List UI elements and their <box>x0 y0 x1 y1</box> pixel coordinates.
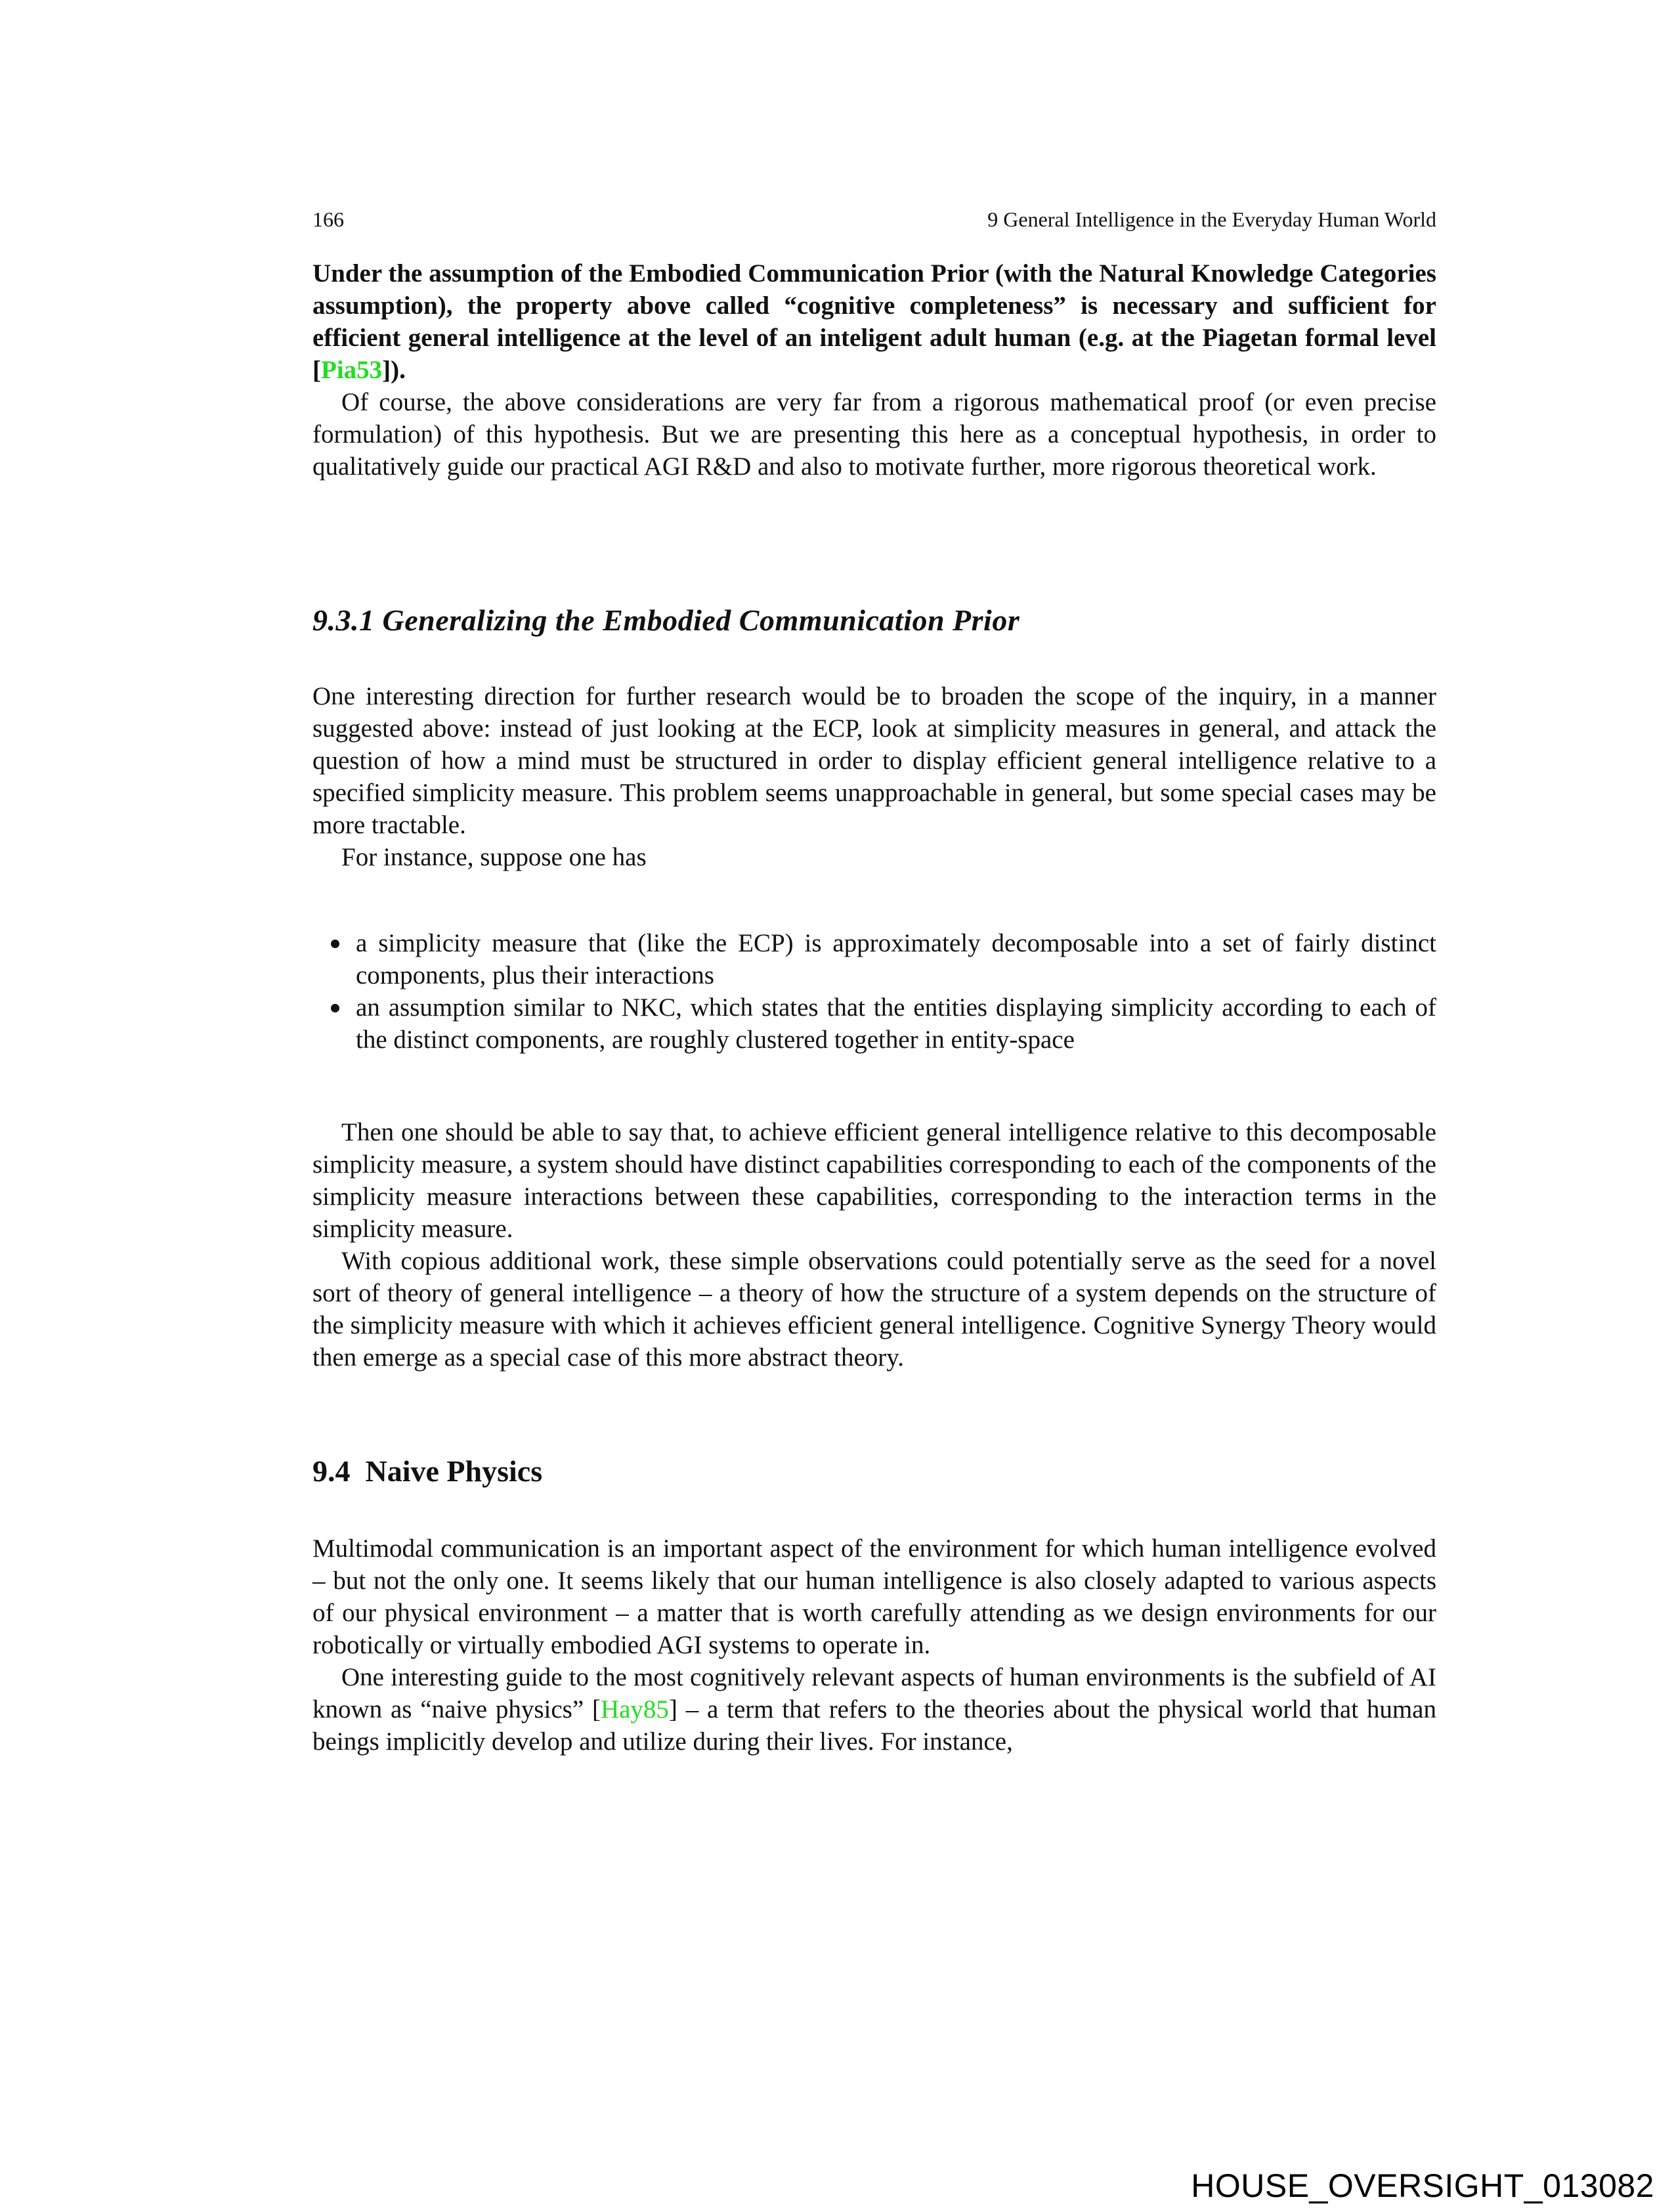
theorem-block <box>312 257 1436 483</box>
page-number: 166 <box>312 207 344 231</box>
list-item-text: a simplicity measure that (like the ECP) is approximately decomposable into a set of fairly distinct components, plus their interactions <box>356 929 1436 989</box>
paragraph: Multimodal communication is an important aspect of the environment for which human intelligence evolved – but not the only one. It seems likely that our human intelligence is also closely adapted to various aspects of our physical environment – a matter that is worth carefully attending as we design environments for our robotically or virtually embodied AGI systems to operate in. <box>312 1534 1436 1659</box>
theorem-text-end: ]). <box>382 356 406 384</box>
paragraph-text: One interesting guide to the most cognitively relevant aspects of human environments is the subfield of AI known as “naive physics” [ <box>312 1663 1436 1724</box>
list-item-text: an assumption similar to NKC, which states that the entities displaying simplicity according to each of the distinct components, are roughly clustered together in entity-space <box>356 993 1436 1054</box>
paragraph: For instance, suppose one has <box>341 843 647 871</box>
bullet-icon <box>331 1004 339 1012</box>
list-item <box>312 927 1436 991</box>
paragraph: Of course, the above considerations are very far from a rigorous mathematical proof (or even precise formulation) of this hypothesis. But we are presenting this here as a conceptual hypothesis, in order to qualitatively guide our practical AGI R&D and also to motivate further, more rigorous theoretical work. <box>312 388 1436 481</box>
paragraph-text-end: ] – a term that refers to the theories about the physical world that human beings implicitly develop and utilize during their lives. For instance, <box>312 1695 1436 1756</box>
theorem-text: Under the assumption of the Embodied Communication Prior (with the Natural Knowledge Categories assumption), the property above called “cognitive completeness” is necessary and sufficient for efficient general intelligence at the level of an inteligent adult human (e.g. at the Piagetan formal level [ <box>312 259 1436 384</box>
running-header <box>312 207 1436 232</box>
section-9-3-1 <box>312 603 1436 638</box>
running-title: 9 General Intelligence in the Everyday Human World <box>987 207 1436 231</box>
paragraph: With copious additional work, these simple observations could potentially serve as the seed for a novel sort of theory of general intelligence – a theory of how the structure of a system depends on the structure of the simplicity measure with which it achieves efficient general intelligence. Cognitive Synergy Theory would then emerge as a special case of this more abstract theory. <box>312 1247 1436 1372</box>
section-heading: 9.4 Naive Physics <box>312 1454 543 1488</box>
paragraph: One interesting direction for further research would be to broaden the scope of the inquiry, in a manner suggested above: instead of just looking at the ECP, look at simplicity measures in general, and attack the question of how a mind must be structured in order to display efficient general intelligence relative to a specified simplicity measure. This problem seems unapproachable in general, but some special cases may be more tractable. <box>312 682 1436 839</box>
paragraph: Then one should be able to say that, to achieve efficient general intelligence relative to this decomposable simplicity measure, a system should have distinct capabilities corresponding to each of the components of the simplicity measure interactions between these capabilities, corresponding to the interaction terms in the simplicity measure. <box>312 1118 1436 1243</box>
section-9-3-1-body <box>312 680 1436 873</box>
section-heading: 9.3.1 Generalizing the Embodied Communication Prior <box>312 603 1020 637</box>
list-item <box>312 991 1436 1056</box>
citation-link[interactable]: Pia53 <box>321 356 383 384</box>
theorem-statement <box>312 257 1436 386</box>
paragraph <box>312 1661 1436 1758</box>
section-9-4 <box>312 1454 1436 1488</box>
section-9-3-1-conclusion <box>312 1116 1436 1374</box>
bullet-list <box>312 927 1436 1056</box>
citation-link[interactable]: Hay85 <box>600 1695 669 1724</box>
bullet-icon <box>331 940 339 948</box>
section-9-4-body <box>312 1532 1436 1758</box>
bates-stamp: HOUSE_OVERSIGHT_013082 <box>1191 2167 1654 2204</box>
